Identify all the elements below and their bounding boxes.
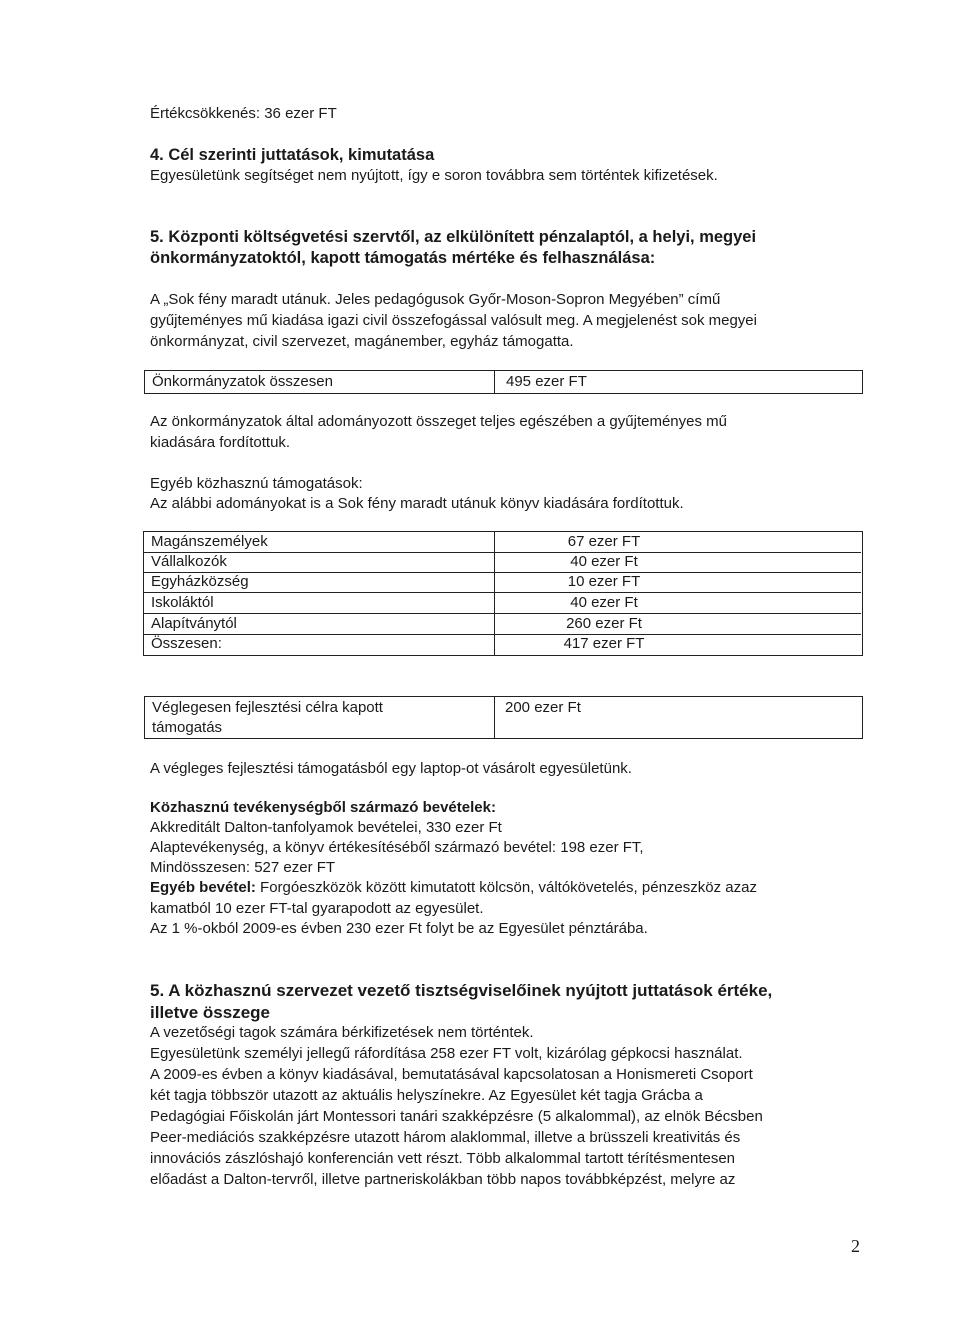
section5-para-line2: gyűjteményes mű kiadása igazi civil összefogással valósult meg. A megjelenést sok megyei — [150, 312, 757, 329]
municipal-table-divider — [494, 371, 495, 393]
income-line1: Akkreditált Dalton-tanfolyamok bevételei, 330 ezer Ft — [150, 819, 502, 836]
municipal-note-line1: Az önkormányzatok által adományozott összeget teljes egészében a gyűjteményes mű — [150, 413, 727, 430]
income-other-text: Forgóeszközök között kimutatott kölcsön, váltókövetelés, pénzeszköz azaz — [255, 879, 757, 896]
development-label-line2: támogatás — [152, 719, 223, 736]
development-support-table — [144, 696, 863, 739]
donation-total-value: 417 ezer FT — [563, 635, 645, 652]
donations-table — [143, 531, 863, 656]
development-note: A végleges fejlesztési támogatásból egy laptop-ot vásárolt egyesületünk. — [150, 760, 632, 777]
development-table-divider — [494, 697, 495, 738]
section5-heading-line2: önkormányzatoktól, kapott támogatás mértéke és felhasználása: — [150, 249, 656, 267]
income-line5: kamatból 10 ezer FT-tal gyarapodott az egyesület. — [150, 900, 484, 917]
section5b-line: két tagja többször utazott az aktuális helyszínekre. Az Egyesület két tagja Grácba a — [150, 1087, 703, 1104]
section5-para-line1-a: A „Sok fény maradt utánuk. — [150, 291, 331, 308]
development-value: 200 ezer Ft — [505, 699, 581, 716]
other-support-title: Egyéb közhasznú támogatások: — [150, 475, 363, 492]
municipal-label: Önkormányzatok összesen — [152, 373, 333, 390]
donation-label: Vállalkozók — [151, 553, 227, 570]
income-line3: Mindösszesen: 527 ezer FT — [150, 859, 336, 876]
section5-heading-line1: 5. Központi költségvetési szervtől, az elkülönített pénzalaptól, a helyi, megyei — [150, 228, 757, 246]
section5b-heading-line2: illetve összege — [150, 1003, 271, 1022]
municipal-table — [144, 370, 863, 394]
development-label-line1: Véglegesen fejlesztési célra kapott — [152, 699, 383, 716]
donation-label: Alapítványtól — [151, 615, 237, 632]
income-other-label: Egyéb bevétel: — [150, 879, 256, 896]
section5b-line: Peer-mediációs szakképzésre utazott három alaklommal, illetve a brüsszeli kreativitás és — [150, 1129, 741, 1146]
donation-label: Magánszemélyek — [151, 533, 268, 550]
section5b-line: Pedagógiai Főiskolán járt Montessori tanári szakképzésre (5 alkalommal), az elnök Bécsben — [150, 1108, 763, 1125]
section5-para-line1-b: Jeles pedagógusok Győr-Moson-Sopron Megyében” című — [335, 291, 721, 308]
other-support-text: Az alábbi adományokat is a Sok fény maradt utánuk könyv kiadására fordítottuk. — [150, 495, 684, 512]
section5b-heading-line1: 5. A közhasznú szervezet vezető tisztségviselőinek nyújtott juttatások értéke, — [150, 981, 773, 1000]
section5b-line: Egyesületünk személyi jellegű ráfordítása 258 ezer FT volt, kizárólag gépkocsi használat. — [150, 1045, 743, 1062]
donation-label: Egyházközség — [151, 573, 249, 590]
page-number: 2 — [851, 1236, 860, 1256]
donation-value: 10 ezer FT — [567, 573, 641, 590]
income-other-line — [150, 878, 757, 898]
section4-text: Egyesületünk segítséget nem nyújtott, így e soron továbbra sem történtek kifizetések. — [150, 167, 718, 184]
depreciation-line: Értékcsökkenés: 36 ezer FT — [150, 105, 337, 122]
donation-value: 67 ezer FT — [567, 533, 641, 550]
section5b-line: innovációs zászlóshajó konferencián vett részt. Több alkalommal tartott térítésmentesen — [150, 1150, 736, 1167]
donation-value: 40 ezer Ft — [570, 594, 638, 611]
section5-para-line1 — [150, 290, 720, 310]
section4-heading: 4. Cél szerinti juttatások, kimutatása — [150, 146, 435, 164]
income-line6: Az 1 %-okból 2009-es évben 230 ezer Ft folyt be az Egyesület pénztárába. — [150, 920, 648, 937]
donation-value: 40 ezer Ft — [570, 553, 638, 570]
section5b-line: A 2009-es évben a könyv kiadásával, bemutatásával kapcsolatosan a Honismereti Csoport — [150, 1066, 753, 1083]
donation-total-label: Összesen: — [151, 635, 222, 652]
section5-para-line3: önkormányzat, civil szervezet, magánember, egyház támogatta. — [150, 333, 574, 350]
donation-label: Iskoláktól — [151, 594, 214, 611]
donation-value: 260 ezer Ft — [566, 615, 642, 632]
income-title: Közhasznú tevékenységből származó bevételek: — [150, 799, 496, 816]
section5b-line: A vezetőségi tagok számára bérkifizetések nem történtek. — [150, 1024, 534, 1041]
income-line2: Alaptevékenység, a könyv értékesítéséből származó bevétel: 198 ezer FT, — [150, 839, 644, 856]
municipal-value: 495 ezer FT — [506, 373, 587, 390]
section5b-line: előadást a Dalton-tervről, illetve partneriskolákban több napos továbbképzést, melyre az — [150, 1171, 736, 1188]
municipal-note-line2: kiadására fordítottuk. — [150, 434, 291, 451]
